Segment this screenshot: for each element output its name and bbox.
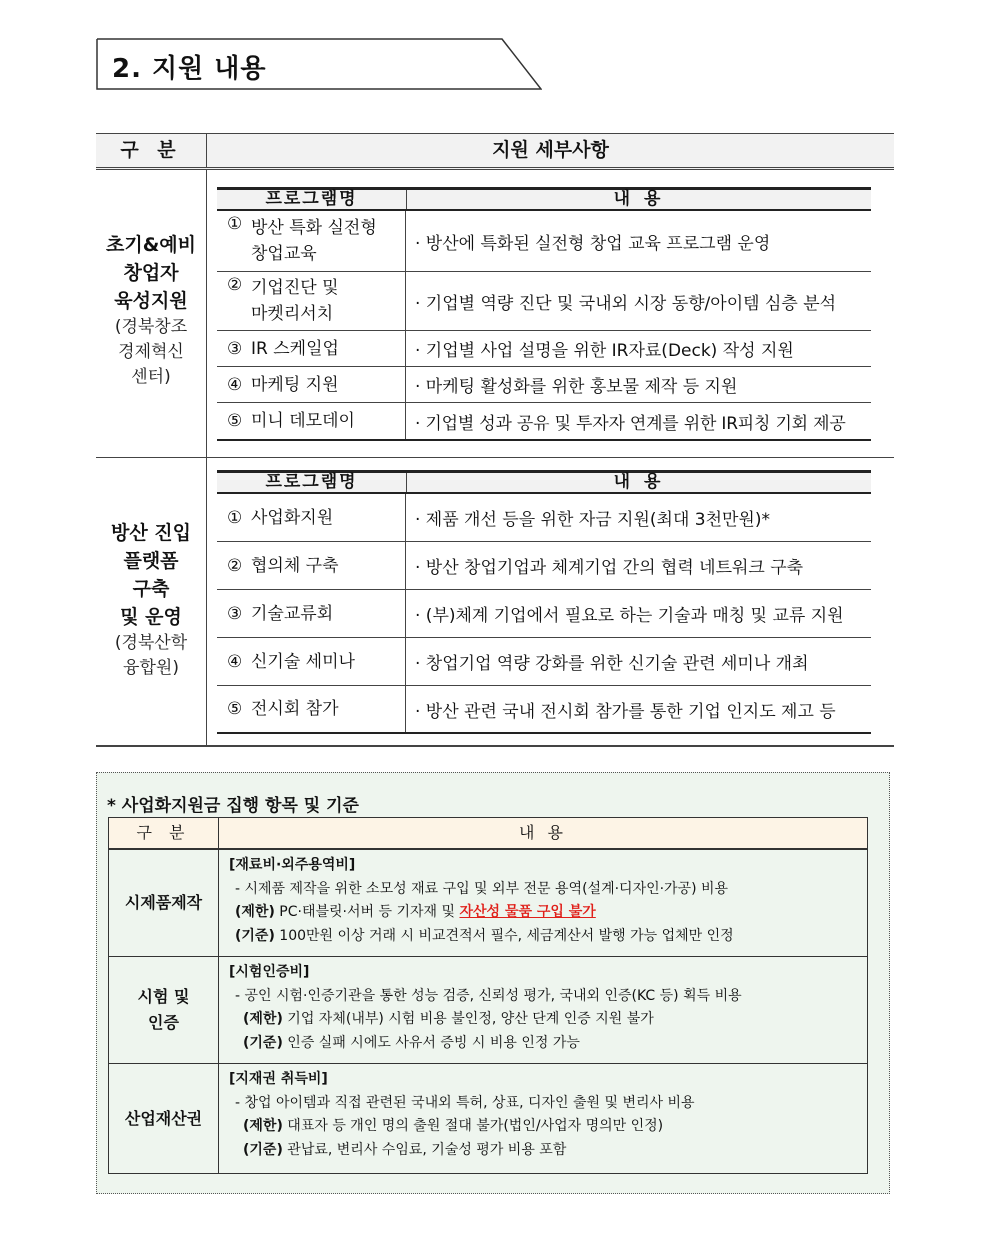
program-content: · (부)체계 기업에서 필요로 하는 기술과 매칭 및 교류 지원 [415, 606, 844, 626]
row-category [109, 957, 219, 1063]
program-name-header: 프로그램명 [217, 190, 407, 209]
group-divider [96, 457, 894, 458]
category-org-line: 융합원) [123, 658, 179, 678]
row-number: ② [227, 555, 243, 576]
program-name: 마켓리서치 [251, 304, 334, 324]
program-content: · 방산 관련 국내 전시회 참가를 통한 기업 인지도 제고 등 [415, 701, 836, 722]
funding-criteria-title: * 사업화지원금 집행 항목 및 기준 [107, 796, 359, 816]
program-table-header [217, 187, 871, 211]
section-title-box [96, 38, 542, 90]
program-content-header: 내 용 [613, 189, 665, 209]
category-title-line: 구축 [132, 578, 170, 600]
row-limit [229, 901, 867, 925]
limit-text: PC·태블릿·서버 등 기자재 및 [274, 904, 460, 920]
row-number: ③ [227, 338, 243, 359]
row-number: ① [227, 507, 243, 528]
program-name: 방산 특화 실전형 [251, 218, 377, 238]
category-org-line: 센터) [131, 367, 171, 387]
table-row [217, 542, 871, 590]
program-content: · 마케팅 활성화를 위한 홍보물 제작 등 지원 [415, 377, 738, 397]
limit-text: 기업 자체(내부) 시험 비용 불인정, 양산 단계 인증 지원 불가 [282, 1011, 654, 1027]
table-row [217, 211, 871, 272]
standard-text: 관납료, 변리사 수임료, 기술성 평가 비용 포함 [282, 1141, 567, 1158]
program-name: IR 스케일업 [251, 338, 339, 359]
row-standard [229, 1139, 867, 1163]
section-title: 2. 지원 내용 [112, 54, 267, 84]
standard-text: 인증 실패 시에도 사유서 증빙 시 비용 인정 가능 [282, 1034, 580, 1051]
program-name-header: 프로그램명 [217, 473, 407, 492]
row-number: ④ [227, 651, 243, 672]
header-category: 구 분 [109, 818, 219, 848]
program-name: 미니 데모데이 [251, 411, 355, 431]
table-row [217, 272, 871, 331]
row-limit [229, 1115, 867, 1139]
row-number: ② [227, 275, 243, 295]
program-name: 협의체 구축 [251, 555, 339, 576]
row-number: ⑤ [227, 411, 243, 431]
row-number: ⑤ [227, 699, 243, 719]
table-row [108, 957, 868, 1064]
category-line: 인증 [148, 1013, 179, 1032]
standard-label: (기준) [235, 927, 275, 944]
category-early-startup [96, 231, 206, 390]
category-title-line: 창업자 [123, 262, 179, 284]
category-defense-platform [96, 519, 206, 681]
limit-label: (제한) [235, 904, 275, 920]
program-name: 신기술 세미나 [251, 651, 355, 672]
category-title-line: 플랫폼 [123, 550, 179, 572]
program-name: 사업화지원 [251, 507, 334, 528]
row-heading: [재료비·외주용역비] [229, 857, 356, 873]
row-standard [229, 1032, 867, 1056]
standard-label: (기준) [243, 1034, 283, 1051]
limit-text: 대표자 등 개인 명의 출원 절대 불가(법인/사업자 명의만 인정) [282, 1118, 664, 1134]
row-description: - 시제품 제작을 위한 소모성 재료 구입 및 외부 전문 용역(설계·디자인·가공) 비용 [235, 880, 729, 897]
program-content: · 방산에 특화된 실전형 창업 교육 프로그램 운영 [415, 233, 771, 254]
row-limit [229, 1008, 867, 1032]
row-heading: [지재권 취득비] [229, 1071, 328, 1087]
header-details: 지원 세부사항 [492, 139, 609, 161]
table-row [217, 367, 871, 403]
row-description: - 창업 아이템과 직접 관련된 국내외 특허, 상표, 디자인 출원 및 변리사 비용 [235, 1094, 695, 1111]
row-category: 시제품제작 [109, 850, 219, 956]
table-row [108, 850, 868, 957]
funding-table-header [108, 817, 868, 850]
table-row [217, 494, 871, 542]
row-description: - 공인 시험·인증기관을 통한 성능 검증, 신뢰성 평가, 국내외 인증(KC 등) 획득 비용 [235, 987, 742, 1004]
category-title-line: 방산 진입 [110, 522, 192, 544]
table-row [108, 1064, 868, 1174]
category-line: 시험 및 [137, 987, 190, 1006]
support-table-header [96, 133, 894, 170]
category-org-line: (경북창조 [114, 317, 188, 337]
row-category: 산업재산권 [109, 1064, 219, 1173]
funding-criteria-box [96, 772, 890, 1194]
table-bottom-border [96, 745, 894, 747]
category-title-line: 초기&예비 [106, 234, 196, 256]
program-name: 창업교육 [251, 244, 317, 264]
standard-label: (기준) [243, 1141, 283, 1158]
program-content: · 창업기업 역량 강화를 위한 신기술 관련 세미나 개최 [415, 654, 809, 674]
row-number: ④ [227, 374, 243, 395]
program-name: 기술교류회 [251, 603, 334, 624]
program-name: 마케팅 지원 [251, 374, 339, 395]
support-table [96, 133, 894, 747]
category-org-line: (경북산학 [114, 633, 188, 653]
standard-text: 100만원 이상 거래 시 비교견적서 필수, 세금계산서 발행 가능 업체만 인정 [274, 927, 734, 944]
row-standard [229, 925, 867, 949]
program-content: · 기업별 사업 설명을 위한 IR자료(Deck) 작성 지원 [415, 341, 794, 361]
category-title-line: 및 운영 [120, 606, 182, 628]
table-row [217, 638, 871, 686]
program-content: · 기업별 성과 공유 및 투자자 연계를 위한 IR피칭 기회 제공 [415, 413, 846, 434]
limit-label: (제한) [243, 1011, 283, 1027]
program-content: · 방산 창업기업과 체계기업 간의 협력 네트워크 구축 [415, 558, 804, 578]
program-name: 기업진단 및 [251, 278, 339, 298]
header-category: 구 분 [96, 134, 207, 167]
program-content-header: 내 용 [613, 472, 665, 492]
table-row [217, 686, 871, 734]
header-content: 내 용 [519, 823, 567, 842]
table-row [217, 590, 871, 638]
row-number: ① [227, 214, 243, 234]
row-number: ③ [227, 603, 243, 624]
program-content: · 기업별 역량 진단 및 국내외 시장 동향/아이템 심층 분석 [415, 293, 837, 314]
category-org-line: 경제혁신 [118, 342, 184, 362]
table-row [217, 331, 871, 367]
limit-label: (제한) [243, 1118, 283, 1134]
limit-emphasis: 자산성 물품 구입 불가 [459, 904, 596, 920]
row-heading: [시험인증비] [229, 964, 310, 980]
category-title-line: 육성지원 [114, 290, 188, 312]
program-name: 전시회 참가 [251, 699, 339, 719]
column-divider [206, 170, 207, 747]
program-table-header [217, 470, 871, 494]
table-row [217, 403, 871, 441]
program-content: · 제품 개선 등을 위한 자금 지원(최대 3천만원)* [415, 510, 770, 530]
